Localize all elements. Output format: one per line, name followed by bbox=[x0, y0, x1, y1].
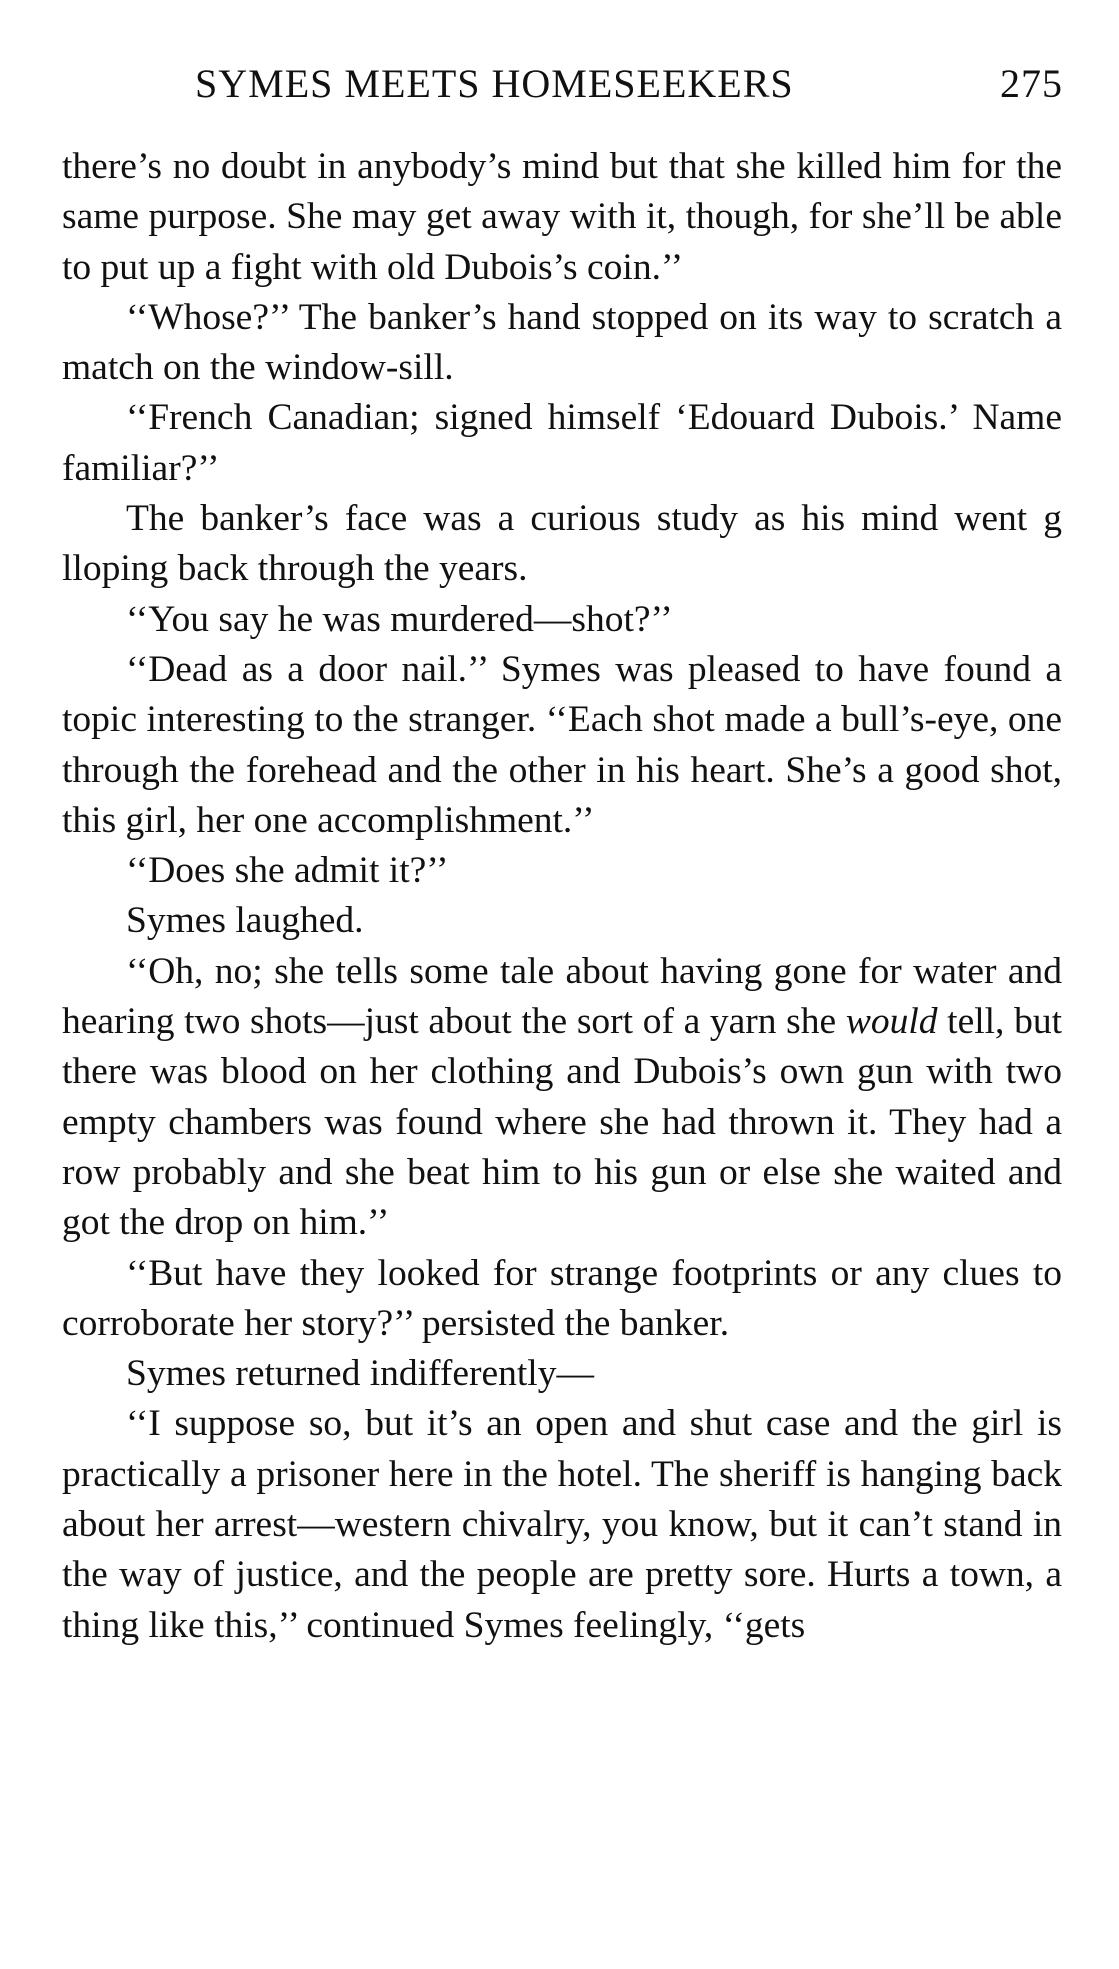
emphasized-word: would bbox=[845, 1001, 938, 1043]
body-text bbox=[62, 142, 1062, 1651]
paragraph: ‘‘I suppose so, but it’s an open and shut case and the girl is practically a prisoner here in the hotel. The sheriff is hanging back about her arrest—western chivalry, you know, but it can’t stand in the way of justice, and the people are pretty sore. Hurts a town, a thing like this,’’ continued Symes feelingly, ‘‘gets bbox=[62, 1403, 1062, 1646]
paragraph: ‘‘But have they looked for strange footprints or any clues to corroborate her story?’’ persisted the banker. bbox=[62, 1252, 1062, 1344]
paragraph: ‘‘Does she admit it?’’ bbox=[126, 850, 449, 892]
paragraph: ‘‘You say he was murdered—shot?’’ bbox=[126, 598, 673, 640]
running-head bbox=[195, 56, 1063, 112]
paragraph-text: ‘‘Oh, no; she tells some tale about having gone for water and hearing two shots—just about the sort of a yarn she bbox=[62, 950, 1062, 1043]
page-number: 275 bbox=[1000, 61, 1063, 106]
paragraph: there’s no doubt in anybody’s mind but that she killed him for the same purpose. She may get away with it, though, for she’ll be able to put up a fight with old Dubois’s coin.’’ bbox=[62, 146, 1062, 288]
paragraph: Symes returned indifferently— bbox=[126, 1353, 594, 1395]
paragraph: ‘‘Whose?’’ The banker’s hand stopped on its way to scratch a match on the window-sill. bbox=[62, 296, 1062, 389]
running-head-title: SYMES MEETS HOMESEEKERS bbox=[195, 61, 794, 106]
paragraph: The banker’s face was a curious study as his mind went g lloping back through the years. bbox=[62, 498, 1062, 590]
paragraph: Symes laughed. bbox=[126, 900, 364, 942]
paragraph-text: tell, but there was blood on her clothing and Dubois’s own gun with two empty chambers was found where she had thrown it. They had a row probably and she beat him to his gun or else she waited and got the drop on him.’’ bbox=[62, 1001, 1062, 1244]
paragraph: ‘‘French Canadian; signed himself ‘Edouard Dubois.’ Name familiar?’’ bbox=[62, 397, 1062, 489]
paragraph bbox=[62, 947, 1062, 1249]
paragraph: ‘‘Dead as a door nail.’’ Symes was pleased to have found a topic interesting to the stranger. ‘‘Each shot made a bull’s-eye, one through the forehead and the other in his heart. She’s a good shot, this girl, her one accomplishment.’’ bbox=[62, 648, 1062, 841]
